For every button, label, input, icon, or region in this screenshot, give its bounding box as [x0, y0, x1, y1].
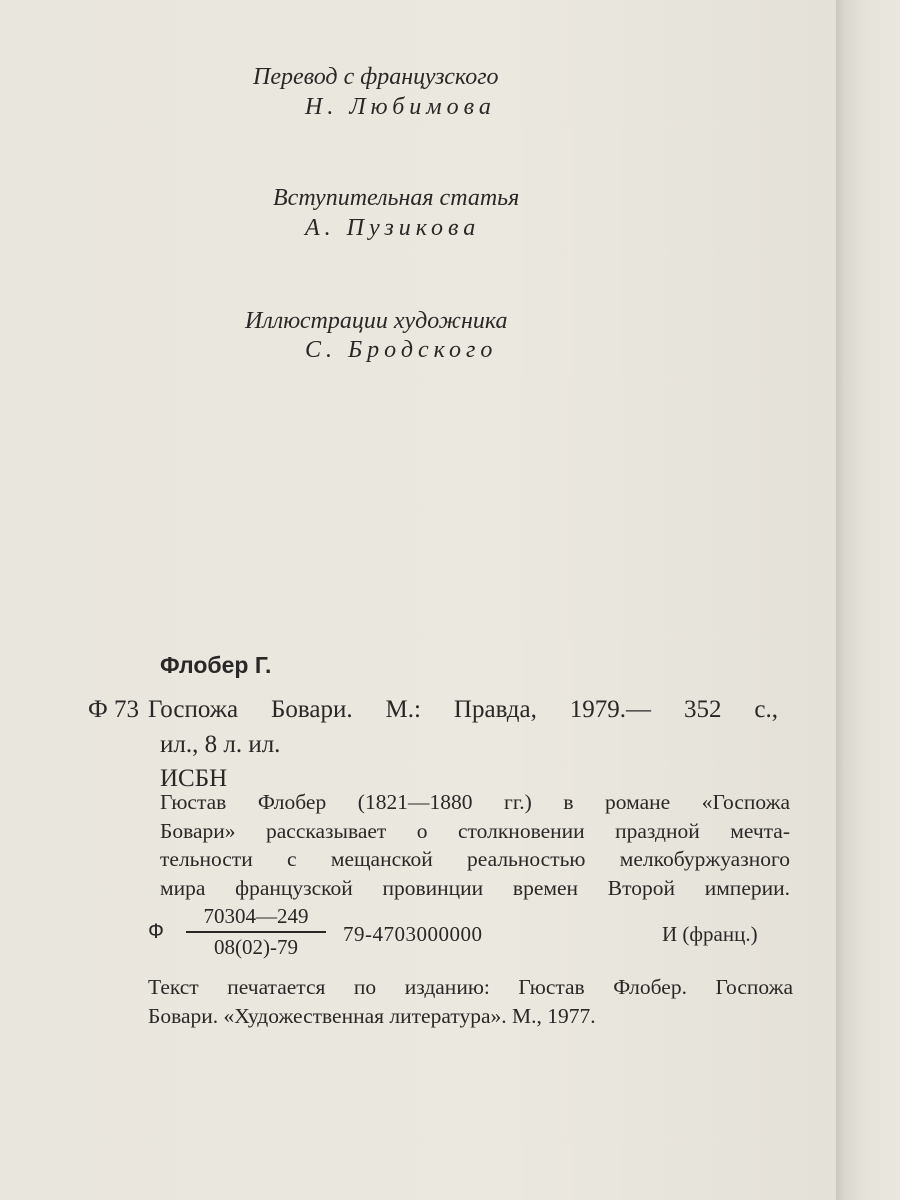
abstract-line: Гюстав Флобер (1821—1880 гг.) в романе «Госпожа: [160, 790, 790, 814]
catalog-title-line: Госпожа Бовари. М.: Правда, 1979.— 352 с.,: [148, 696, 778, 723]
intro-label: Вступительная статья: [273, 185, 520, 211]
fraction-denominator: 08(02)-79: [214, 934, 298, 959]
fraction-numerator: 70304—249: [203, 904, 309, 928]
intro-author-name: А. Пузикова: [305, 215, 481, 241]
abstract-line: тельности с мещанской реальностью мелкобуржуазного: [160, 847, 790, 871]
language-mark: И (франц.): [662, 922, 758, 946]
catalog-isbn: ИСБН: [160, 765, 228, 792]
catalog-abstract: [160, 788, 790, 902]
catalog-illustrations: ил., 8 л. ил.: [160, 731, 281, 758]
illustrator-name: С. Бродского: [305, 337, 498, 363]
abstract-line: мира французской провинции времен Второй империи.: [160, 875, 790, 900]
source-note: [148, 973, 793, 1031]
catalog-author: Флобер Г.: [160, 652, 272, 678]
index-code: 79-4703000000: [343, 922, 483, 946]
translator-name: Н. Любимова: [305, 94, 496, 120]
class-symbol: Ф: [148, 920, 164, 943]
source-line: Бовари. «Художественная литература». М., 1977.: [148, 1004, 596, 1028]
abstract-line: Бовари» рассказывает о столкновении праздной мечта-: [160, 818, 790, 843]
illustrations-label: Иллюстрации художника: [245, 308, 508, 334]
fraction-bar: [186, 931, 326, 933]
source-line: Текст печатается по изданию: Гюстав Флобер. Госпожа: [148, 975, 793, 999]
catalog-code: Ф 73: [88, 696, 140, 723]
page-edge: [836, 0, 900, 1200]
translation-label: Перевод с французского: [253, 64, 499, 90]
catalog-fraction: [186, 904, 326, 960]
